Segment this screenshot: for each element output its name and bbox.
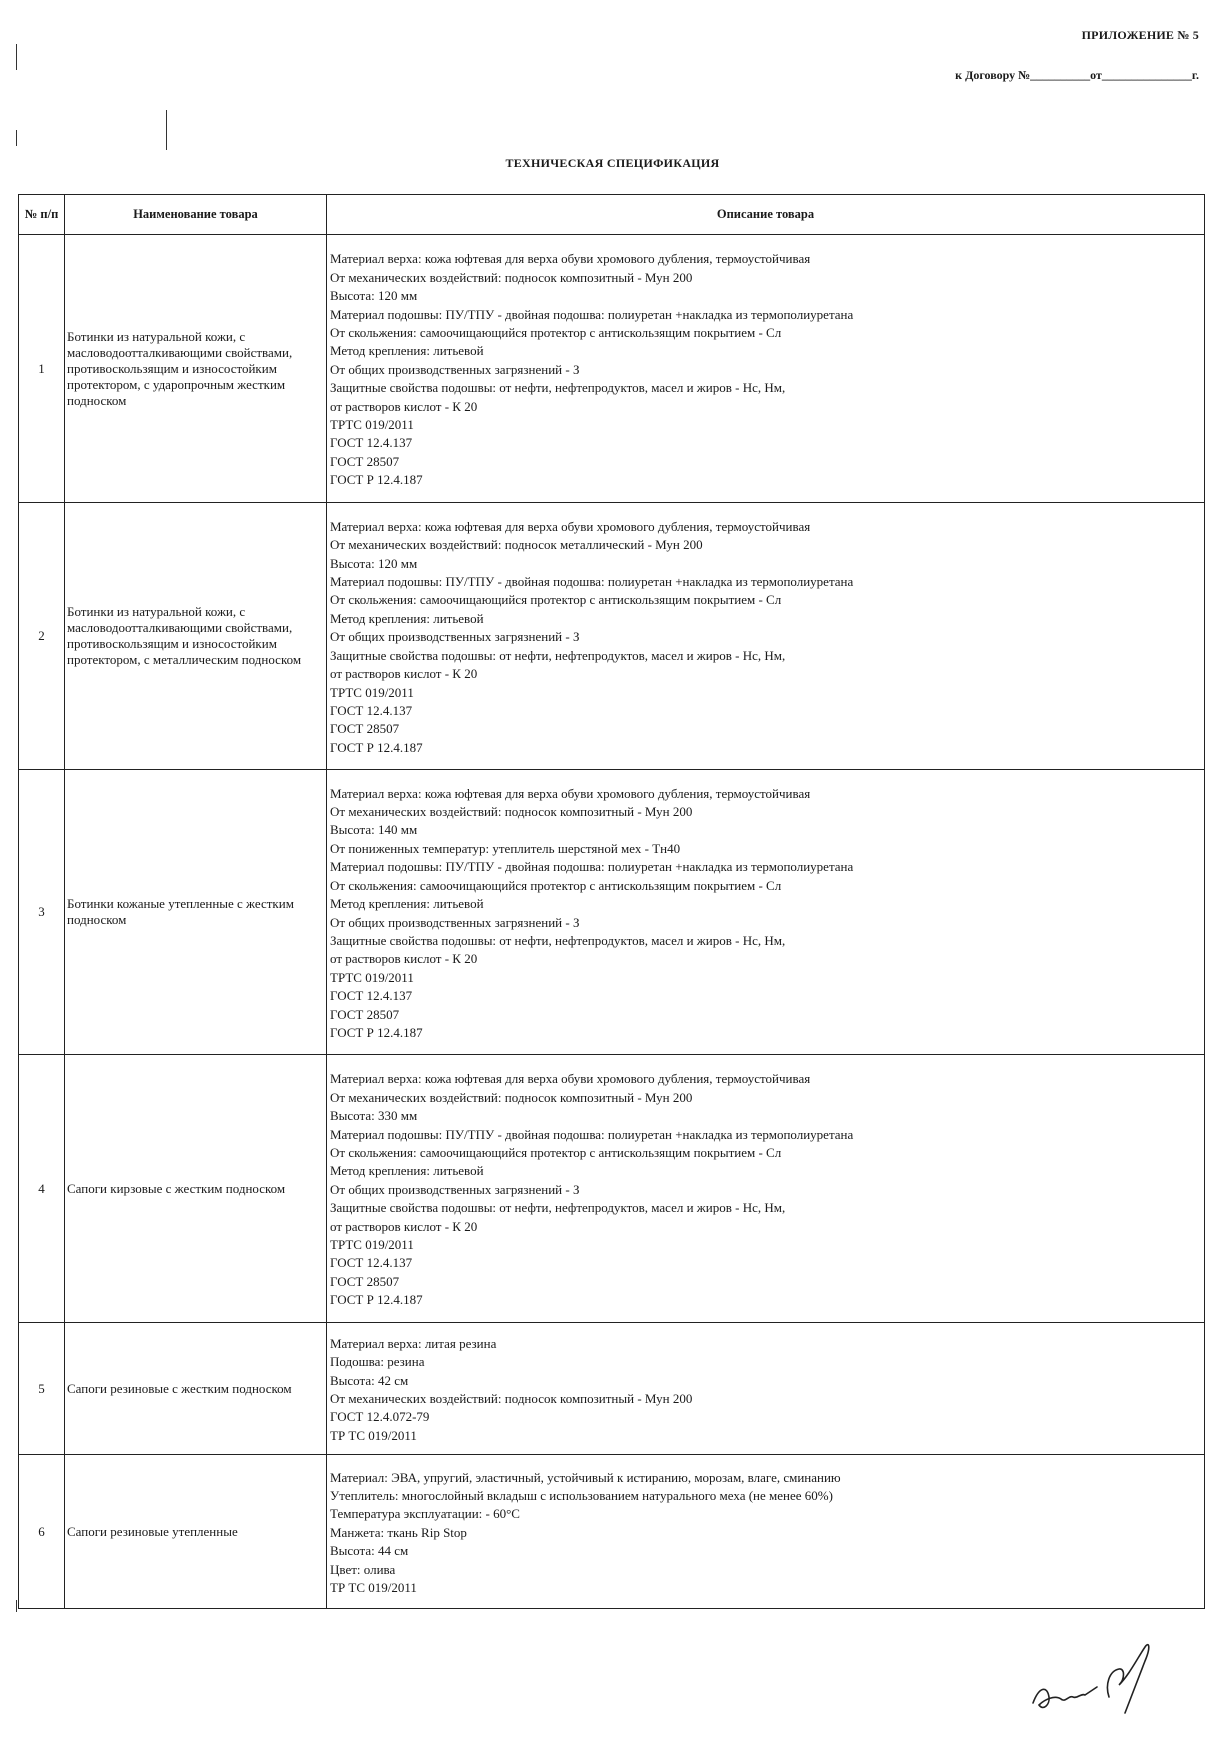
description-line: ГОСТ 12.4.137 xyxy=(330,435,413,451)
description-line: Материал подошвы: ПУ/ТПУ - двойная подошва: полиуретан +накладка из термополиуретана xyxy=(330,859,854,875)
description-line: ТР ТС 019/2011 xyxy=(330,1580,417,1596)
description-line: ГОСТ 12.4.137 xyxy=(330,988,413,1004)
description-line: От механических воздействий: подносок композитный - Мун 200 xyxy=(330,1089,693,1105)
description-line: От скольжения: самоочищающийся протектор с антискользящим покрытием - Сл xyxy=(330,324,782,340)
description-line: Защитные свойства подошвы: от нефти, нефтепродуктов, масел и жиров - Нс, Нм, xyxy=(330,932,786,948)
scan-mark xyxy=(16,44,17,70)
description-line: ТРТС 019/2011 xyxy=(330,1237,414,1253)
table-row xyxy=(19,503,1205,770)
description-line: ГОСТ Р 12.4.187 xyxy=(330,472,423,488)
table-row xyxy=(19,235,1205,503)
specification-table xyxy=(18,194,1205,1609)
product-name: Ботинки из натуральной кожи, с масловодоотталкивающими свойствами, противоскользящим и износостойким протектором, с металлическим подноском xyxy=(65,503,327,770)
description-line: Материал верха: кожа юфтевая для верха обуви хромового дубления, термоустойчивая xyxy=(330,251,811,267)
description-line: Материал верха: кожа юфтевая для верха обуви хромового дубления, термоустойчивая xyxy=(330,518,811,534)
description-line: Материал подошвы: ПУ/ТПУ - двойная подошва: полиуретан +накладка из термополиуретана xyxy=(330,1126,854,1142)
product-name: Сапоги резиновые утепленные xyxy=(65,1455,327,1609)
product-description xyxy=(327,770,1205,1055)
description-line: Защитные свойства подошвы: от нефти, нефтепродуктов, масел и жиров - Нс, Нм, xyxy=(330,647,786,663)
description-line: Высота: 140 мм xyxy=(330,822,418,838)
description-line: ТР ТС 019/2011 xyxy=(330,1427,417,1443)
column-header-number: № п/п xyxy=(19,195,65,235)
description-line: ГОСТ Р 12.4.187 xyxy=(330,1024,423,1040)
description-line: Манжета: ткань Rip Stop xyxy=(330,1524,467,1540)
description-line: От скольжения: самоочищающийся протектор с антискользящим покрытием - Сл xyxy=(330,1144,782,1160)
description-line: От механических воздействий: подносок композитный - Мун 200 xyxy=(330,804,693,820)
document-title: ТЕХНИЧЕСКАЯ СПЕЦИФИКАЦИЯ xyxy=(505,156,720,170)
description-line: Высота: 42 см xyxy=(330,1372,409,1388)
description-line: ГОСТ Р 12.4.187 xyxy=(330,739,423,755)
product-description xyxy=(327,1455,1205,1609)
description-line: Высота: 44 см xyxy=(330,1543,409,1559)
description-line: ТРТС 019/2011 xyxy=(330,969,414,985)
description-line: Высота: 120 мм xyxy=(330,288,418,304)
description-line: Материал верха: кожа юфтевая для верха обуви хромового дубления, термоустойчивая xyxy=(330,1071,811,1087)
table-row xyxy=(19,1455,1205,1609)
description-line: ГОСТ 12.4.137 xyxy=(330,1255,413,1271)
product-description xyxy=(327,1323,1205,1455)
description-line: Метод крепления: литьевой xyxy=(330,896,484,912)
row-number: 4 xyxy=(19,1055,65,1323)
description-line: от растворов кислот - К 20 xyxy=(330,951,478,967)
table-row xyxy=(19,1055,1205,1323)
description-line: От общих производственных загрязнений - З xyxy=(330,914,580,930)
description-line: ГОСТ 28507 xyxy=(330,1273,400,1289)
table-row xyxy=(19,1323,1205,1455)
description-line: Подошва: резина xyxy=(330,1354,425,1370)
description-line: Материал верха: кожа юфтевая для верха обуви хромового дубления, термоустойчивая xyxy=(330,785,811,801)
description-line: От общих производственных загрязнений - З xyxy=(330,361,580,377)
description-line: ГОСТ 28507 xyxy=(330,453,400,469)
description-line: Цвет: олива xyxy=(330,1561,396,1577)
description-line: ГОСТ 12.4.072-79 xyxy=(330,1409,430,1425)
description-line: от растворов кислот - К 20 xyxy=(330,1218,478,1234)
product-name: Сапоги кирзовые с жестким подноском xyxy=(65,1055,327,1323)
product-description xyxy=(327,503,1205,770)
description-line: Материал подошвы: ПУ/ТПУ - двойная подошва: полиуретан +накладка из термополиуретана xyxy=(330,306,854,322)
description-line: От пониженных температур: утеплитель шерстяной мех - Тн40 xyxy=(330,840,681,856)
product-name: Сапоги резиновые с жестким подноском xyxy=(65,1323,327,1455)
description-line: Высота: 120 мм xyxy=(330,555,418,571)
description-line: Материал подошвы: ПУ/ТПУ - двойная подошва: полиуретан +накладка из термополиуретана xyxy=(330,574,854,590)
product-name: Ботинки кожаные утепленные с жестким подноском xyxy=(65,770,327,1055)
description-line: Материал: ЭВА, упругий, эластичный, устойчивый к истиранию, морозам, влаге, сминанию xyxy=(330,1469,841,1485)
description-line: От механических воздействий: подносок композитный - Мун 200 xyxy=(330,269,693,285)
table-row xyxy=(19,770,1205,1055)
product-description xyxy=(327,235,1205,503)
handwritten-signature xyxy=(1025,1625,1175,1725)
scan-mark xyxy=(16,130,17,146)
description-line: Температура эксплуатации: - 60°С xyxy=(330,1506,520,1522)
table-header-row xyxy=(19,195,1205,235)
description-line: Метод крепления: литьевой xyxy=(330,1163,484,1179)
description-line: Утеплитель: многослойный вкладыш с использованием натурального меха (не менее 60%) xyxy=(330,1487,833,1503)
row-number: 3 xyxy=(19,770,65,1055)
description-line: ТРТС 019/2011 xyxy=(330,684,414,700)
appendix-label: ПРИЛОЖЕНИЕ № 5 xyxy=(1081,28,1199,42)
description-line: Метод крепления: литьевой xyxy=(330,610,484,626)
description-line: От скольжения: самоочищающийся протектор с антискользящим покрытием - Сл xyxy=(330,877,782,893)
description-line: от растворов кислот - К 20 xyxy=(330,398,478,414)
product-name: Ботинки из натуральной кожи, с масловодоотталкивающими свойствами, противоскользящим и износостойким протектором, с ударопрочным жестким подноском xyxy=(65,235,327,503)
description-line: ГОСТ 28507 xyxy=(330,1006,400,1022)
description-line: Материал верха: литая резина xyxy=(330,1335,497,1351)
description-line: Защитные свойства подошвы: от нефти, нефтепродуктов, масел и жиров - Нс, Нм, xyxy=(330,1200,786,1216)
description-line: От общих производственных загрязнений - З xyxy=(330,1181,580,1197)
product-description xyxy=(327,1055,1205,1323)
description-line: От механических воздействий: подносок металлический - Мун 200 xyxy=(330,537,703,553)
description-line: От скольжения: самоочищающийся протектор с антискользящим покрытием - Сл xyxy=(330,592,782,608)
description-line: ГОСТ 28507 xyxy=(330,721,400,737)
scan-mark xyxy=(166,110,167,150)
column-header-description: Описание товара xyxy=(327,195,1205,235)
description-line: От механических воздействий: подносок композитный - Мун 200 xyxy=(330,1391,693,1406)
row-number: 2 xyxy=(19,503,65,770)
description-line: Защитные свойства подошвы: от нефти, нефтепродуктов, масел и жиров - Нс, Нм, xyxy=(330,380,786,396)
column-header-name: Наименование товара xyxy=(65,195,327,235)
row-number: 6 xyxy=(19,1455,65,1609)
description-line: от растворов кислот - К 20 xyxy=(330,666,478,682)
description-line: ГОСТ 12.4.137 xyxy=(330,702,413,718)
description-line: ГОСТ Р 12.4.187 xyxy=(330,1292,423,1308)
description-line: Высота: 330 мм xyxy=(330,1108,418,1124)
contract-reference: к Договору №__________от_______________г. xyxy=(955,68,1199,82)
row-number: 5 xyxy=(19,1323,65,1455)
description-line: Метод крепления: литьевой xyxy=(330,343,484,359)
description-line: От общих производственных загрязнений - З xyxy=(330,629,580,645)
description-line: ТРТС 019/2011 xyxy=(330,417,414,433)
row-number: 1 xyxy=(19,235,65,503)
